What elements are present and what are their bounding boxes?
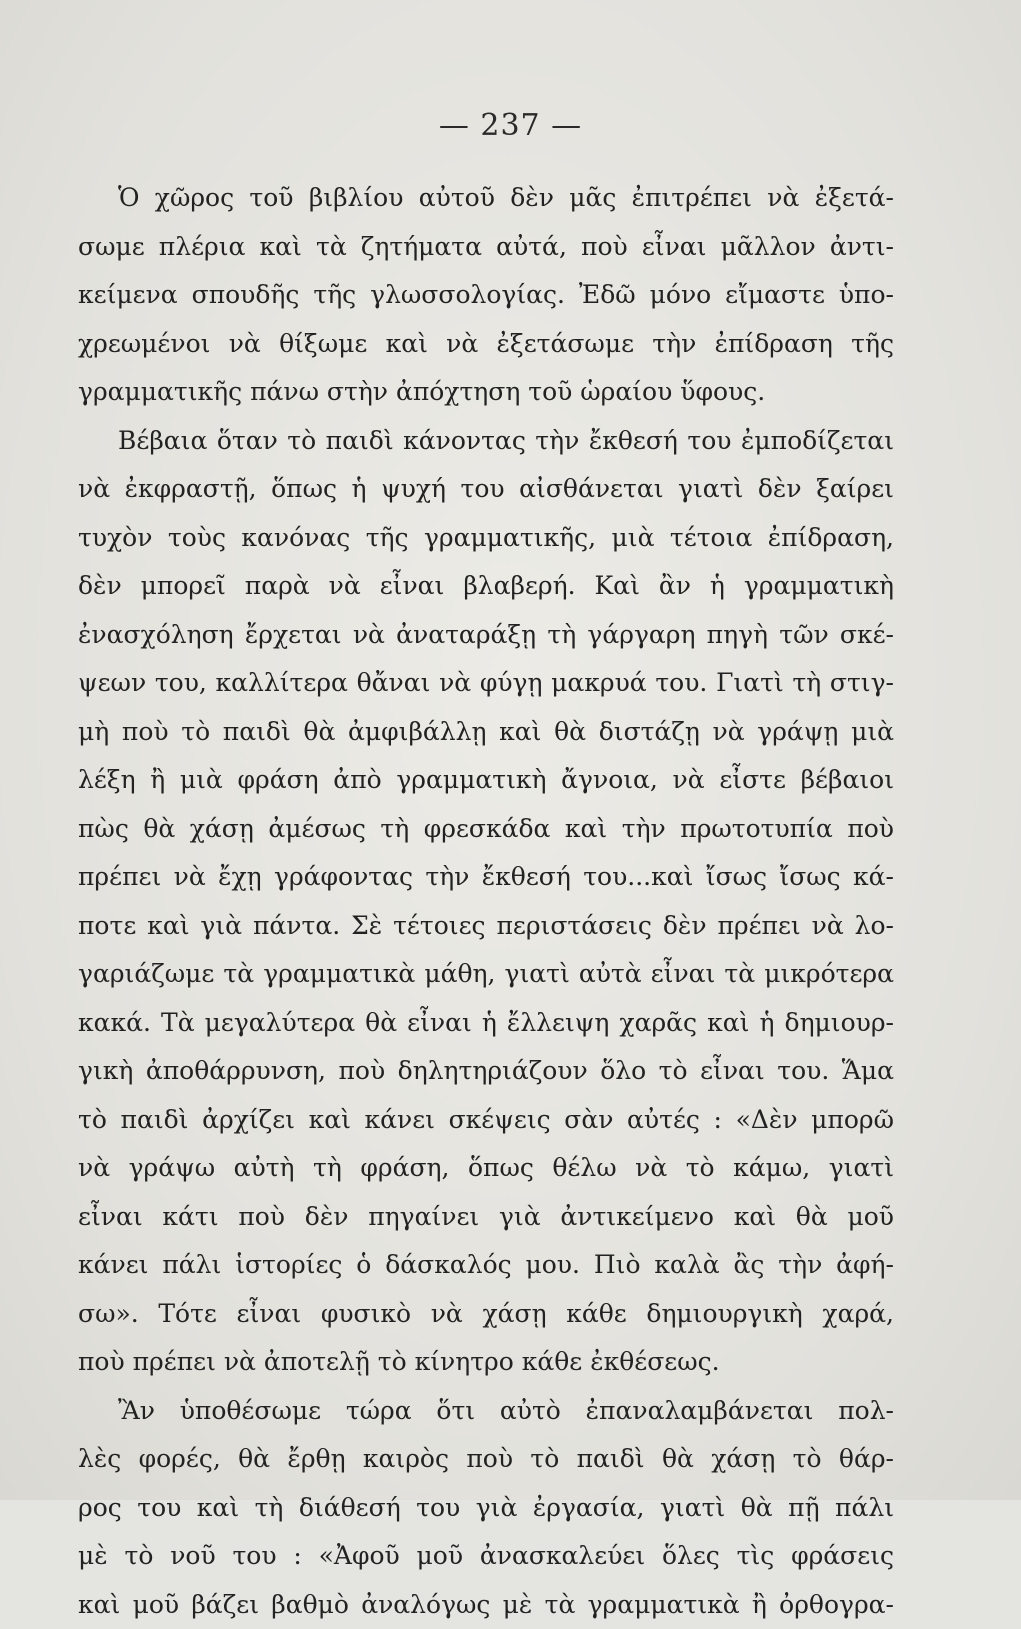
- text-line: καὶ μοῦ βάζει βαθμὸ ἀναλόγως μὲ τὰ γραμματικὰ ἢ ὀρθογρα-: [78, 1581, 894, 1629]
- text-line: πρέπει νὰ ἔχῃ γράφοντας τὴν ἔκθεσή του...καὶ ἴσως ἴσως κά-: [78, 853, 894, 902]
- text-line: σωμε πλέρια καὶ τὰ ζητήματα αὐτά, ποὺ εἶναι μᾶλλον ἀντι-: [78, 223, 894, 272]
- text-line: ψεων του, καλλίτερα θἄναι νὰ φύγῃ μακρυά του. Γιατὶ τὴ στιγ-: [78, 659, 894, 708]
- page-number: — 237 —: [0, 108, 1021, 143]
- text-line: μὴ ποὺ τὸ παιδὶ θὰ ἀμφιβάλλῃ καὶ θὰ διστάζῃ νὰ γράψῃ μιὰ: [78, 708, 894, 757]
- text-line: μὲ τὸ νοῦ του : «Ἀφοῦ μοῦ ἀνασκαλεύει ὅλες τὶς φράσεις: [78, 1532, 894, 1581]
- text-line: γαριάζωμε τὰ γραμματικὰ μάθη, γιατὶ αὐτὰ εἶναι τὰ μικρότερα: [78, 950, 894, 999]
- text-line: νὰ ἐκφραστῇ, ὅπως ἡ ψυχή του αἰσθάνεται γιατὶ δὲν ξαίρει: [78, 465, 894, 514]
- text-line: κάνει πάλι ἱστορίες ὁ δάσκαλός μου. Πιὸ καλὰ ἂς τὴν ἀφή-: [78, 1241, 894, 1290]
- text-line: δὲν μπορεῖ παρὰ νὰ εἶναι βλαβερή. Καὶ ἂν ἡ γραμματικὴ: [78, 562, 894, 611]
- text-line: κείμενα σπουδῆς τῆς γλωσσολογίας. Ἐδῶ μόνο εἴμαστε ὑπο-: [78, 271, 894, 320]
- text-line: ἐνασχόληση ἔρχεται νὰ ἀναταράξῃ τὴ γάργαρη πηγὴ τῶν σκέ-: [78, 611, 894, 660]
- text-line: λὲς φορές, θὰ ἔρθῃ καιρὸς ποὺ τὸ παιδὶ θὰ χάσῃ τὸ θάρ-: [78, 1435, 894, 1484]
- text-line: Βέβαια ὅταν τὸ παιδὶ κάνοντας τὴν ἔκθεσή του ἐμποδίζεται: [78, 417, 894, 466]
- text-line: ποτε καὶ γιὰ πάντα. Σὲ τέτοιες περιστάσεις δὲν πρέπει νὰ λο-: [78, 902, 894, 951]
- body-text: [78, 174, 894, 1629]
- text-line: εἶναι κάτι ποὺ δὲν πηγαίνει γιὰ ἀντικείμενο καὶ θὰ μοῦ: [78, 1193, 894, 1242]
- text-line: Ἂν ὑποθέσωμε τώρα ὅτι αὐτὸ ἐπαναλαμβάνεται πολ-: [78, 1387, 894, 1436]
- text-line: λέξη ἢ μιὰ φράση ἀπὸ γραμματικὴ ἄγνοια, νὰ εἶστε βέβαιοι: [78, 756, 894, 805]
- text-line: κακά. Τὰ μεγαλύτερα θὰ εἶναι ἡ ἔλλειψη χαρᾶς καὶ ἡ δημιουρ-: [78, 999, 894, 1048]
- text-line: τυχὸν τοὺς κανόνας τῆς γραμματικῆς, μιὰ τέτοια ἐπίδραση,: [78, 514, 894, 563]
- text-line: Ὁ χῶρος τοῦ βιβλίου αὐτοῦ δὲν μᾶς ἐπιτρέπει νὰ ἐξετά-: [78, 174, 894, 223]
- text-line: νὰ γράψω αὐτὴ τὴ φράση, ὅπως θέλω νὰ τὸ κάμω, γιατὶ: [78, 1144, 894, 1193]
- text-line: τὸ παιδὶ ἀρχίζει καὶ κάνει σκέψεις σὰν αὐτές : «Δὲν μπορῶ: [78, 1096, 894, 1145]
- text-line: γικὴ ἀποθάρρυνση, ποὺ δηλητηριάζουν ὅλο τὸ εἶναι του. Ἅμα: [78, 1047, 894, 1096]
- text-line: χρεωμένοι νὰ θίξωμε καὶ νὰ ἐξετάσωμε τὴν ἐπίδραση τῆς: [78, 320, 894, 369]
- text-line: γραμματικῆς πάνω στὴν ἀπόχτηση τοῦ ὡραίου ὕφους.: [78, 368, 894, 417]
- text-line: σω». Τότε εἶναι φυσικὸ νὰ χάσῃ κάθε δημιουργικὴ χαρά,: [78, 1290, 894, 1339]
- text-line: ποὺ πρέπει νὰ ἀποτελῇ τὸ κίνητρο κάθε ἐκθέσεως.: [78, 1338, 894, 1387]
- text-line: πὼς θὰ χάσῃ ἀμέσως τὴ φρεσκάδα καὶ τὴν πρωτοτυπία ποὺ: [78, 805, 894, 854]
- text-line: ρος του καὶ τὴ διάθεσή του γιὰ ἐργασία, γιατὶ θὰ πῇ πάλι: [78, 1484, 894, 1533]
